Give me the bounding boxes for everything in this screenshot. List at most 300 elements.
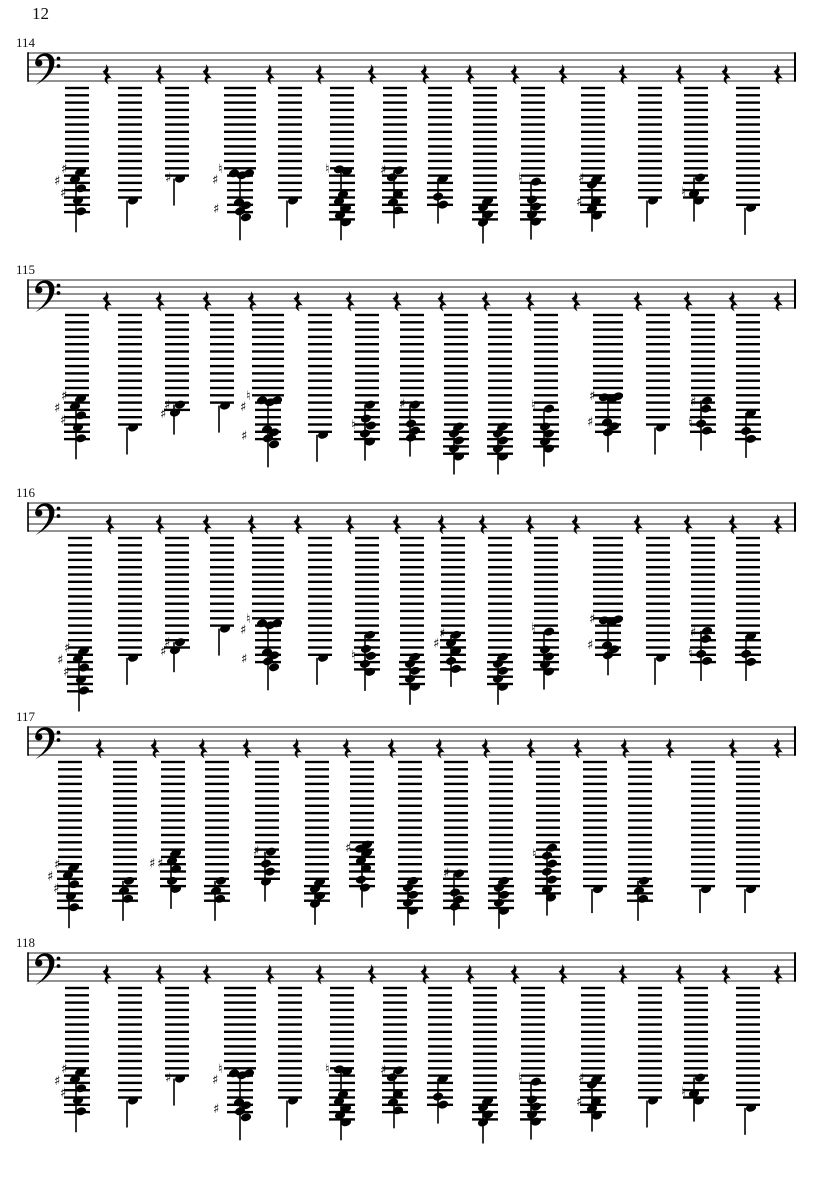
- ledger-line: [736, 1023, 760, 1025]
- ledger-line: [691, 358, 715, 360]
- ledger-line: [473, 1060, 497, 1062]
- ledger-line: [255, 805, 279, 807]
- ledger-line: [628, 812, 652, 814]
- note-chord: [325, 162, 353, 241]
- ledger-line: [736, 1074, 760, 1076]
- ledger-line: [473, 1016, 497, 1018]
- sharp-accidental: ♯: [443, 866, 450, 881]
- ledger-line: [68, 617, 92, 619]
- ledger-line: [628, 790, 652, 792]
- ledger-line: [736, 841, 760, 843]
- ledger-line: [58, 848, 82, 850]
- ledger-line: [350, 805, 374, 807]
- ledger-line: [355, 624, 379, 626]
- ledger-lines: [427, 87, 453, 206]
- ledger-line: [691, 775, 715, 777]
- ledger-line: [536, 768, 560, 770]
- ledger-line: [165, 358, 189, 360]
- beat: [646, 514, 693, 685]
- ledger-line: [118, 639, 142, 641]
- ledger-line: [473, 167, 497, 169]
- ledger-line: [308, 595, 332, 597]
- ledger-line: [428, 109, 452, 111]
- ledger-line: [330, 994, 354, 996]
- ledger-line: [210, 581, 234, 583]
- ledger-line: [628, 797, 652, 799]
- sharp-accidental: ♯: [165, 171, 172, 187]
- ledger-line: [736, 1016, 760, 1018]
- ledger-line: [736, 314, 760, 316]
- ledger-line: [473, 123, 497, 125]
- ledger-line: [255, 834, 279, 836]
- natural-accidental: ♮: [688, 416, 693, 432]
- ledger-line: [252, 588, 284, 590]
- ledger-line: [165, 101, 189, 103]
- ledger-lines: [118, 87, 142, 199]
- ledger-line: [118, 109, 142, 111]
- ledger-line: [65, 138, 89, 140]
- ledger-line: [736, 783, 760, 785]
- ledger-line: [684, 987, 708, 989]
- ledger-line: [736, 544, 760, 546]
- ledger-line: [118, 632, 142, 634]
- ledger-line: [684, 1045, 708, 1047]
- ledger-lines: [736, 761, 760, 888]
- ledger-line: [488, 639, 512, 641]
- ledger-line: [646, 639, 670, 641]
- ledger-line: [473, 87, 497, 89]
- note-chord: [212, 1062, 255, 1141]
- ledger-line: [684, 138, 708, 140]
- ledger-line: [252, 551, 284, 553]
- ledger-line: [118, 101, 142, 103]
- ledger-line: [58, 812, 82, 814]
- ledger-line: [252, 358, 284, 360]
- ledger-line: [350, 834, 374, 836]
- notehead: [359, 428, 371, 438]
- ledger-line: [533, 416, 559, 418]
- sharp-accidental: ♯: [57, 653, 64, 668]
- ledger-line: [330, 116, 354, 118]
- ledger-line: [488, 646, 512, 648]
- sharp-accidental: ♯: [589, 388, 596, 404]
- ledger-line: [58, 790, 82, 792]
- beat: [253, 738, 302, 902]
- barline-left: [27, 502, 29, 531]
- ledger-line: [473, 131, 497, 133]
- ledger-line: [113, 797, 137, 799]
- beat: [443, 738, 491, 926]
- ledger-line: [355, 595, 379, 597]
- ledger-line: [383, 1023, 407, 1025]
- ledger-line: [161, 812, 185, 814]
- ledger-line: [444, 761, 468, 763]
- ledger-line: [305, 775, 329, 777]
- ledger-line: [646, 387, 670, 389]
- beat: [212, 964, 275, 1140]
- ledger-line: [65, 321, 89, 323]
- ledger-line: [684, 1038, 708, 1040]
- sharp-accidental: ♯: [587, 637, 594, 653]
- ledger-line: [691, 603, 715, 605]
- ledger-line: [488, 566, 512, 568]
- ledger-line: [428, 160, 452, 162]
- ledger-line: [165, 551, 189, 553]
- ledger-line: [65, 350, 89, 352]
- ledger-line: [691, 387, 715, 389]
- ledger-line: [65, 131, 89, 133]
- ledger-line: [583, 783, 607, 785]
- ledger-line: [444, 343, 468, 345]
- ledger-line: [118, 1016, 142, 1018]
- ledger-line: [489, 768, 513, 770]
- ledger-line: [165, 138, 189, 140]
- ledger-line: [118, 380, 142, 382]
- beat: [532, 738, 583, 916]
- ledger-line: [224, 145, 256, 147]
- ledger-line: [581, 153, 605, 155]
- ledger-line: [583, 870, 607, 872]
- ledger-line: [308, 365, 332, 367]
- sharp-accidental: ♯: [61, 388, 68, 404]
- ledger-line: [383, 987, 407, 989]
- ledger-line: [210, 551, 234, 553]
- ledger-line: [355, 314, 379, 316]
- ledger-line: [638, 1009, 662, 1011]
- ledger-line: [252, 595, 284, 597]
- ledger-line: [165, 1001, 189, 1003]
- beat: [54, 964, 112, 1132]
- ledger-line: [736, 138, 760, 140]
- ledger-line: [350, 819, 374, 821]
- beat: [118, 514, 165, 685]
- ledger-line: [646, 603, 670, 605]
- ledger-line: [308, 401, 332, 403]
- ledger-line: [330, 987, 354, 989]
- beat: [427, 964, 475, 1124]
- ledger-line: [205, 783, 229, 785]
- ledger-line: [305, 783, 329, 785]
- ledger-line: [521, 1023, 545, 1025]
- note-chord: [443, 866, 465, 926]
- beat: [380, 64, 430, 228]
- ledger-line: [488, 573, 512, 575]
- ledger-line: [355, 581, 379, 583]
- ledger-line: [736, 617, 760, 619]
- ledger-line: [683, 182, 709, 184]
- ledger-line: [473, 174, 497, 176]
- sharp-accidental: ♯: [576, 195, 583, 211]
- note-chord: [646, 1095, 659, 1127]
- ledger-line: [638, 1089, 662, 1091]
- beat: [399, 291, 447, 457]
- ledger-line: [118, 1045, 142, 1047]
- ledger-line: [521, 1053, 545, 1055]
- ledger-line: [444, 314, 468, 316]
- ledger-lines: [735, 314, 761, 441]
- ledger-line: [691, 551, 715, 553]
- ledger-line: [118, 131, 142, 133]
- ledger-line: [355, 328, 379, 330]
- natural-accidental: ♮: [531, 621, 536, 637]
- ledger-line: [118, 1001, 142, 1003]
- ledger-line: [684, 994, 708, 996]
- ledger-line: [428, 1001, 452, 1003]
- note-stem: [646, 1101, 648, 1128]
- ledger-line: [638, 1067, 662, 1069]
- ledger-line: [118, 610, 142, 612]
- ledger-line: [638, 1001, 662, 1003]
- ledger-line: [520, 189, 546, 191]
- ledger-line: [684, 109, 708, 111]
- sharp-accidental: ♯: [63, 665, 70, 680]
- note-chord: [492, 421, 509, 474]
- ledger-line: [118, 328, 142, 330]
- ledger-line: [252, 380, 284, 382]
- note-chord: [240, 389, 283, 468]
- note-chord: [744, 1103, 757, 1135]
- sharp-accidental: ♯: [60, 185, 67, 201]
- system-117: [16, 709, 796, 929]
- ledger-line: [255, 775, 279, 777]
- ledger-line: [736, 182, 760, 184]
- ledger-line: [691, 797, 715, 799]
- ledger-line: [628, 768, 652, 770]
- natural-accidental: ♮: [218, 161, 223, 177]
- sharp-accidental: ♯: [157, 856, 164, 872]
- ledger-line: [521, 167, 545, 169]
- ledger-line: [444, 819, 468, 821]
- ledger-lines: [583, 761, 607, 888]
- ledger-line: [58, 761, 82, 763]
- beat: [325, 64, 377, 240]
- ledger-line: [736, 167, 760, 169]
- note-stem: [646, 201, 648, 228]
- bass-clef-icon: [35, 503, 60, 535]
- ledger-line: [398, 790, 422, 792]
- ledger-line: [521, 1060, 545, 1062]
- ledger-line: [205, 863, 229, 865]
- ledger-line: [118, 646, 142, 648]
- ledger-line: [278, 131, 302, 133]
- ledger-line: [488, 537, 512, 539]
- ledger-line: [441, 595, 465, 597]
- note-chord: [591, 884, 604, 913]
- ledger-lines: [646, 537, 670, 656]
- ledger-line: [521, 101, 545, 103]
- ledger-line: [330, 131, 354, 133]
- ledger-line: [736, 401, 760, 403]
- ledger-line: [355, 573, 379, 575]
- ledger-line: [536, 797, 560, 799]
- ledger-line: [736, 328, 760, 330]
- ledger-line: [118, 153, 142, 155]
- ledger-line: [400, 358, 424, 360]
- ledger-line: [691, 588, 715, 590]
- ledger-line: [534, 610, 558, 612]
- natural-accidental: ♮: [681, 1085, 686, 1101]
- sharp-accidental: ♯: [213, 1101, 220, 1117]
- ledger-line: [224, 153, 256, 155]
- ledger-line: [736, 870, 760, 872]
- ledger-line: [534, 588, 558, 590]
- ledger-line: [118, 617, 142, 619]
- ledger-line: [278, 1001, 302, 1003]
- ledger-line: [65, 145, 89, 147]
- ledger-lines: [638, 987, 662, 1099]
- ledger-line: [210, 387, 234, 389]
- notehead: [740, 649, 752, 659]
- barline-right: [794, 279, 796, 308]
- ledger-line: [278, 1031, 302, 1033]
- ledger-lines: [278, 87, 302, 199]
- ledger-line: [646, 632, 670, 634]
- ledger-line: [691, 812, 715, 814]
- ledger-line: [646, 401, 670, 403]
- ledger-line: [736, 987, 760, 989]
- ledger-line: [354, 639, 380, 641]
- ledger-line: [489, 812, 513, 814]
- ledger-line: [305, 812, 329, 814]
- ledger-line: [646, 343, 670, 345]
- ledger-line: [165, 987, 189, 989]
- ledger-line: [736, 87, 760, 89]
- ledger-line: [628, 827, 652, 829]
- ledger-line: [118, 566, 142, 568]
- ledger-line: [684, 87, 708, 89]
- note-stem: [218, 406, 220, 433]
- ledger-line: [398, 870, 422, 872]
- note-stem: [316, 658, 318, 685]
- beat: [397, 738, 445, 929]
- note-stem: [173, 1079, 175, 1106]
- ledger-line: [428, 145, 452, 147]
- ledger-line: [65, 153, 89, 155]
- ledger-line: [400, 365, 424, 367]
- ledger-line: [581, 1016, 605, 1018]
- note-chord: [351, 399, 377, 460]
- ledger-line: [444, 812, 468, 814]
- ledger-line: [691, 863, 715, 865]
- note-stem: [286, 1101, 288, 1128]
- ledger-line: [118, 336, 142, 338]
- note-stem: [239, 1073, 241, 1140]
- natural-accidental: ♮: [351, 648, 356, 664]
- ledger-line: [691, 573, 715, 575]
- ledger-line: [355, 387, 379, 389]
- ledger-line: [113, 856, 137, 858]
- ledger-line: [118, 387, 142, 389]
- ledger-line: [165, 372, 189, 374]
- ledger-line: [118, 544, 142, 546]
- ledger-line: [488, 595, 512, 597]
- ledger-line: [684, 153, 708, 155]
- ledger-line: [428, 1060, 452, 1062]
- ledger-line: [308, 416, 332, 418]
- ledger-line: [400, 603, 424, 605]
- ledger-line: [400, 350, 424, 352]
- ledger-line: [161, 790, 185, 792]
- notehead: [445, 656, 457, 666]
- ledger-line: [736, 790, 760, 792]
- barline-right: [794, 952, 796, 981]
- ledger-line: [161, 827, 185, 829]
- note-stem: [126, 201, 128, 228]
- ledger-line: [593, 365, 623, 367]
- ledger-line: [488, 588, 512, 590]
- ledger-line: [536, 834, 560, 836]
- ledger-line: [355, 559, 379, 561]
- beat: [118, 964, 165, 1128]
- ledger-lines: [580, 987, 606, 1114]
- ledger-line: [330, 1023, 354, 1025]
- ledger-line: [441, 566, 465, 568]
- ledger-line: [638, 174, 662, 176]
- ledger-line: [118, 160, 142, 162]
- ledger-line: [330, 109, 354, 111]
- ledger-line: [691, 595, 715, 597]
- ledger-line: [628, 848, 652, 850]
- ledger-line: [278, 174, 302, 176]
- ledger-line: [736, 109, 760, 111]
- ledger-line: [329, 182, 355, 184]
- ledger-line: [305, 834, 329, 836]
- ledger-line: [580, 189, 606, 191]
- ledger-line: [355, 617, 379, 619]
- ledger-line: [118, 994, 142, 996]
- ledger-line: [210, 537, 234, 539]
- ledger-line: [533, 639, 559, 641]
- notehead: [740, 426, 752, 436]
- ledger-line: [488, 380, 512, 382]
- ledger-line: [628, 775, 652, 777]
- ledger-line: [305, 819, 329, 821]
- notehead: [492, 674, 504, 684]
- ledger-lines: [64, 987, 90, 1114]
- notehead: [541, 850, 553, 860]
- ledger-line: [161, 761, 185, 763]
- beat: [278, 964, 325, 1128]
- ledger-line: [628, 841, 652, 843]
- ledger-line: [581, 145, 605, 147]
- ledger-line: [489, 805, 513, 807]
- beat: [304, 738, 352, 925]
- ledger-line: [534, 358, 558, 360]
- ledger-line: [65, 314, 89, 316]
- beat: [735, 291, 783, 458]
- ledger-line: [308, 610, 332, 612]
- ledger-line: [536, 819, 560, 821]
- ledger-line: [638, 1053, 662, 1055]
- ledger-line: [398, 863, 422, 865]
- ledger-line: [691, 372, 715, 374]
- ledger-line: [691, 321, 715, 323]
- ledger-line: [400, 595, 424, 597]
- ledger-line: [278, 123, 302, 125]
- ledger-line: [205, 827, 229, 829]
- ledger-line: [444, 321, 468, 323]
- ledger-line: [68, 537, 92, 539]
- ledger-line: [521, 160, 545, 162]
- ledger-lines: [164, 537, 190, 649]
- ledger-line: [118, 343, 142, 345]
- ledger-line: [521, 1045, 545, 1047]
- note-stem: [437, 179, 439, 224]
- ledger-line: [473, 1053, 497, 1055]
- ledger-line: [118, 1067, 142, 1069]
- ledger-lines: [736, 87, 760, 206]
- ledger-line: [534, 372, 558, 374]
